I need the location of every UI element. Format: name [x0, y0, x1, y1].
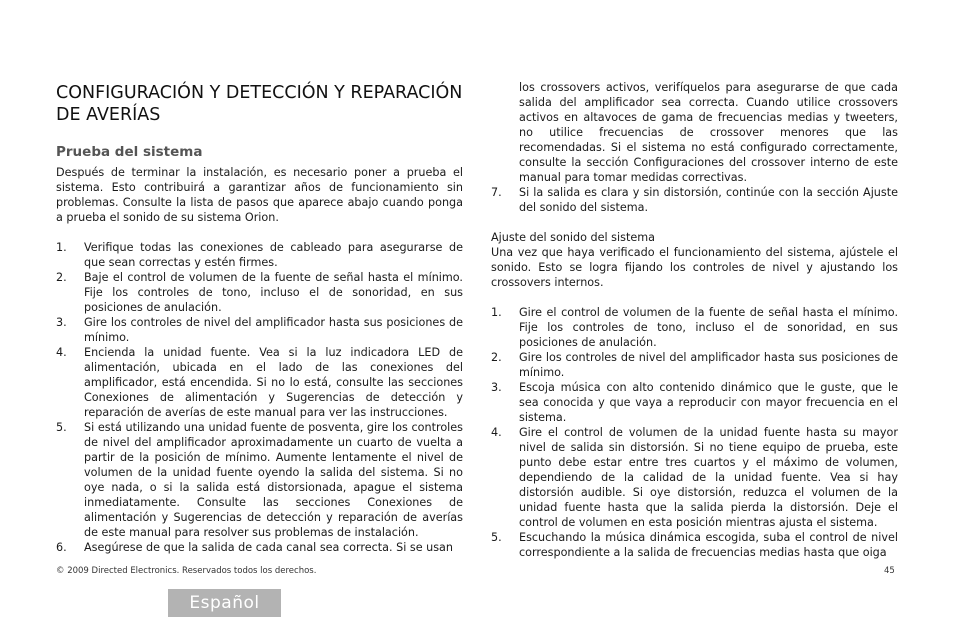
list-item: [56, 315, 463, 345]
list-item: [491, 305, 898, 350]
list-text: Escuchando la música dinámica escogida, suba el control de nivel correspondiente a la salida de frecuencias medias hasta que oiga: [519, 531, 898, 559]
page-title: CONFIGURACIÓN Y DETECCIÓN Y REPARACIÓN DE AVERÍAS: [56, 83, 463, 125]
page-number: 45: [884, 566, 895, 576]
list-text: los crossovers activos, verifíquelos para asegurarse de que cada salida del amplificador sea correcta. Cuando utilice crossovers activos en altavoces de gama de frecuencias medias y tweeters, no utilice frecuencias de crossover menores que las recomendadas. Si el sistema no está configurado correctamente, consulte la sección Configuraciones del crossover interno de este manual para tomar medidas correctivas.: [519, 81, 898, 184]
list-item: [491, 425, 898, 530]
list-item: [56, 420, 463, 540]
list-item: [491, 185, 898, 215]
list-item: [56, 540, 463, 555]
list-text: Escoja música con alto contenido dinámico que le guste, que le sea conocida y que vaya a reproducir con mayor frecuencia en el sistema.: [519, 381, 898, 424]
list-number: 1.: [56, 241, 67, 254]
list-text: Encienda la unidad fuente. Vea si la luz indicadora LED de alimentación, ubicada en el lado de las conexiones del amplificador, está encendida. Si no lo está, consulte las secciones Conexiones de alimentación y Sugerencias de detección y reparación de averías de este manual para ver las instrucciones.: [84, 346, 463, 419]
list-item: [491, 530, 898, 560]
list-number: 4.: [56, 346, 67, 359]
list-text: Baje el control de volumen de la fuente de señal hasta el mínimo. Fije los controles de tono, incluso el de sonoridad, en sus posiciones de anulación.: [84, 271, 463, 314]
list-number: 5.: [56, 421, 67, 434]
list-text: Asegúrese de que la salida de cada canal sea correcta. Si se usan: [84, 541, 454, 554]
list-number: 3.: [491, 381, 502, 394]
list-item: [56, 345, 463, 420]
list-item: [56, 270, 463, 315]
test-steps-continued: [491, 80, 898, 215]
list-text: Gire los controles de nivel del amplificador hasta sus posiciones de mínimo.: [519, 351, 898, 379]
list-item: [491, 350, 898, 380]
list-number: 2.: [491, 351, 502, 364]
list-number: 4.: [491, 426, 502, 439]
list-number: 3.: [56, 316, 67, 329]
list-item: [491, 380, 898, 425]
list-text: Gire el control de volumen de la unidad fuente hasta su mayor nivel de salida sin distorsión. Si no tiene equipo de prueba, este punto debe estar entre tres cuartos y el máximo de volumen, dependiendo de la calidad de la unidad fuente. Vea si hay distorsión audible. Si oye distorsión, reduzca el volumen de la unidad fuente hasta que la salida pierda la distorsión. Deje el control de volumen en esta posición mientras ajusta el sistema.: [519, 426, 898, 529]
copyright-notice: © 2009 Directed Electronics. Reservados todos los derechos.: [56, 566, 317, 576]
list-text: Gire los controles de nivel del amplificador hasta sus posiciones de mínimo.: [84, 316, 463, 344]
list-item: [56, 240, 463, 270]
section-title-ajuste: Ajuste del sonido del sistema: [491, 231, 655, 244]
list-number: 1.: [491, 306, 502, 319]
list-text: Si está utilizando una unidad fuente de posventa, gire los controles de nivel del amplificador aproximadamente un cuarto de vuelta a partir de la posición de mínimo. Aumente lentamente el nivel de volumen de la unidad fuente oyendo la salida del sistema. Si no oye nada, o si la salida está distorsionada, apague el sistema inmediatamente. Consulte las secciones Conexiones de alimentación y Sugerencias de detección y reparación de averías de este manual para resolver sus problemas de instalación.: [84, 421, 463, 539]
intro-paragraph: Después de terminar la instalación, es necesario poner a prueba el sistema. Esto contribuirá a garantizar años de funcionamiento sin problemas. Consulte la lista de pasos que aparece abajo cuando ponga a prueba el sonido de su sistema Orion.: [56, 166, 463, 224]
list-text: Gire el control de volumen de la fuente de señal hasta el mínimo. Fije los controles de tono, incluso el de sonoridad, en sus posiciones de anulación.: [519, 306, 898, 349]
list-number: 5.: [491, 531, 502, 544]
test-steps-list: [56, 240, 463, 555]
left-column: [56, 82, 463, 555]
ajuste-intro-paragraph: Una vez que haya verificado el funcionamiento del sistema, ajústele el sonido. Esto se logra fijando los controles de nivel y ajustando los crossovers internos.: [491, 246, 898, 289]
section-title-prueba: Prueba del sistema: [56, 144, 203, 160]
list-item-continuation: [491, 80, 898, 185]
list-number: 6.: [56, 541, 67, 554]
list-text: Si la salida es clara y sin distorsión, continúe con la sección Ajuste del sonido del sistema.: [519, 186, 898, 214]
list-number: 2.: [56, 271, 67, 284]
language-tab: Español: [168, 589, 281, 617]
list-text: Verifique todas las conexiones de cableado para asegurarse de que sean correctas y estén firmes.: [84, 241, 463, 269]
list-number: 7.: [491, 186, 502, 199]
tuning-steps-list: [491, 305, 898, 560]
right-column: [491, 80, 898, 560]
